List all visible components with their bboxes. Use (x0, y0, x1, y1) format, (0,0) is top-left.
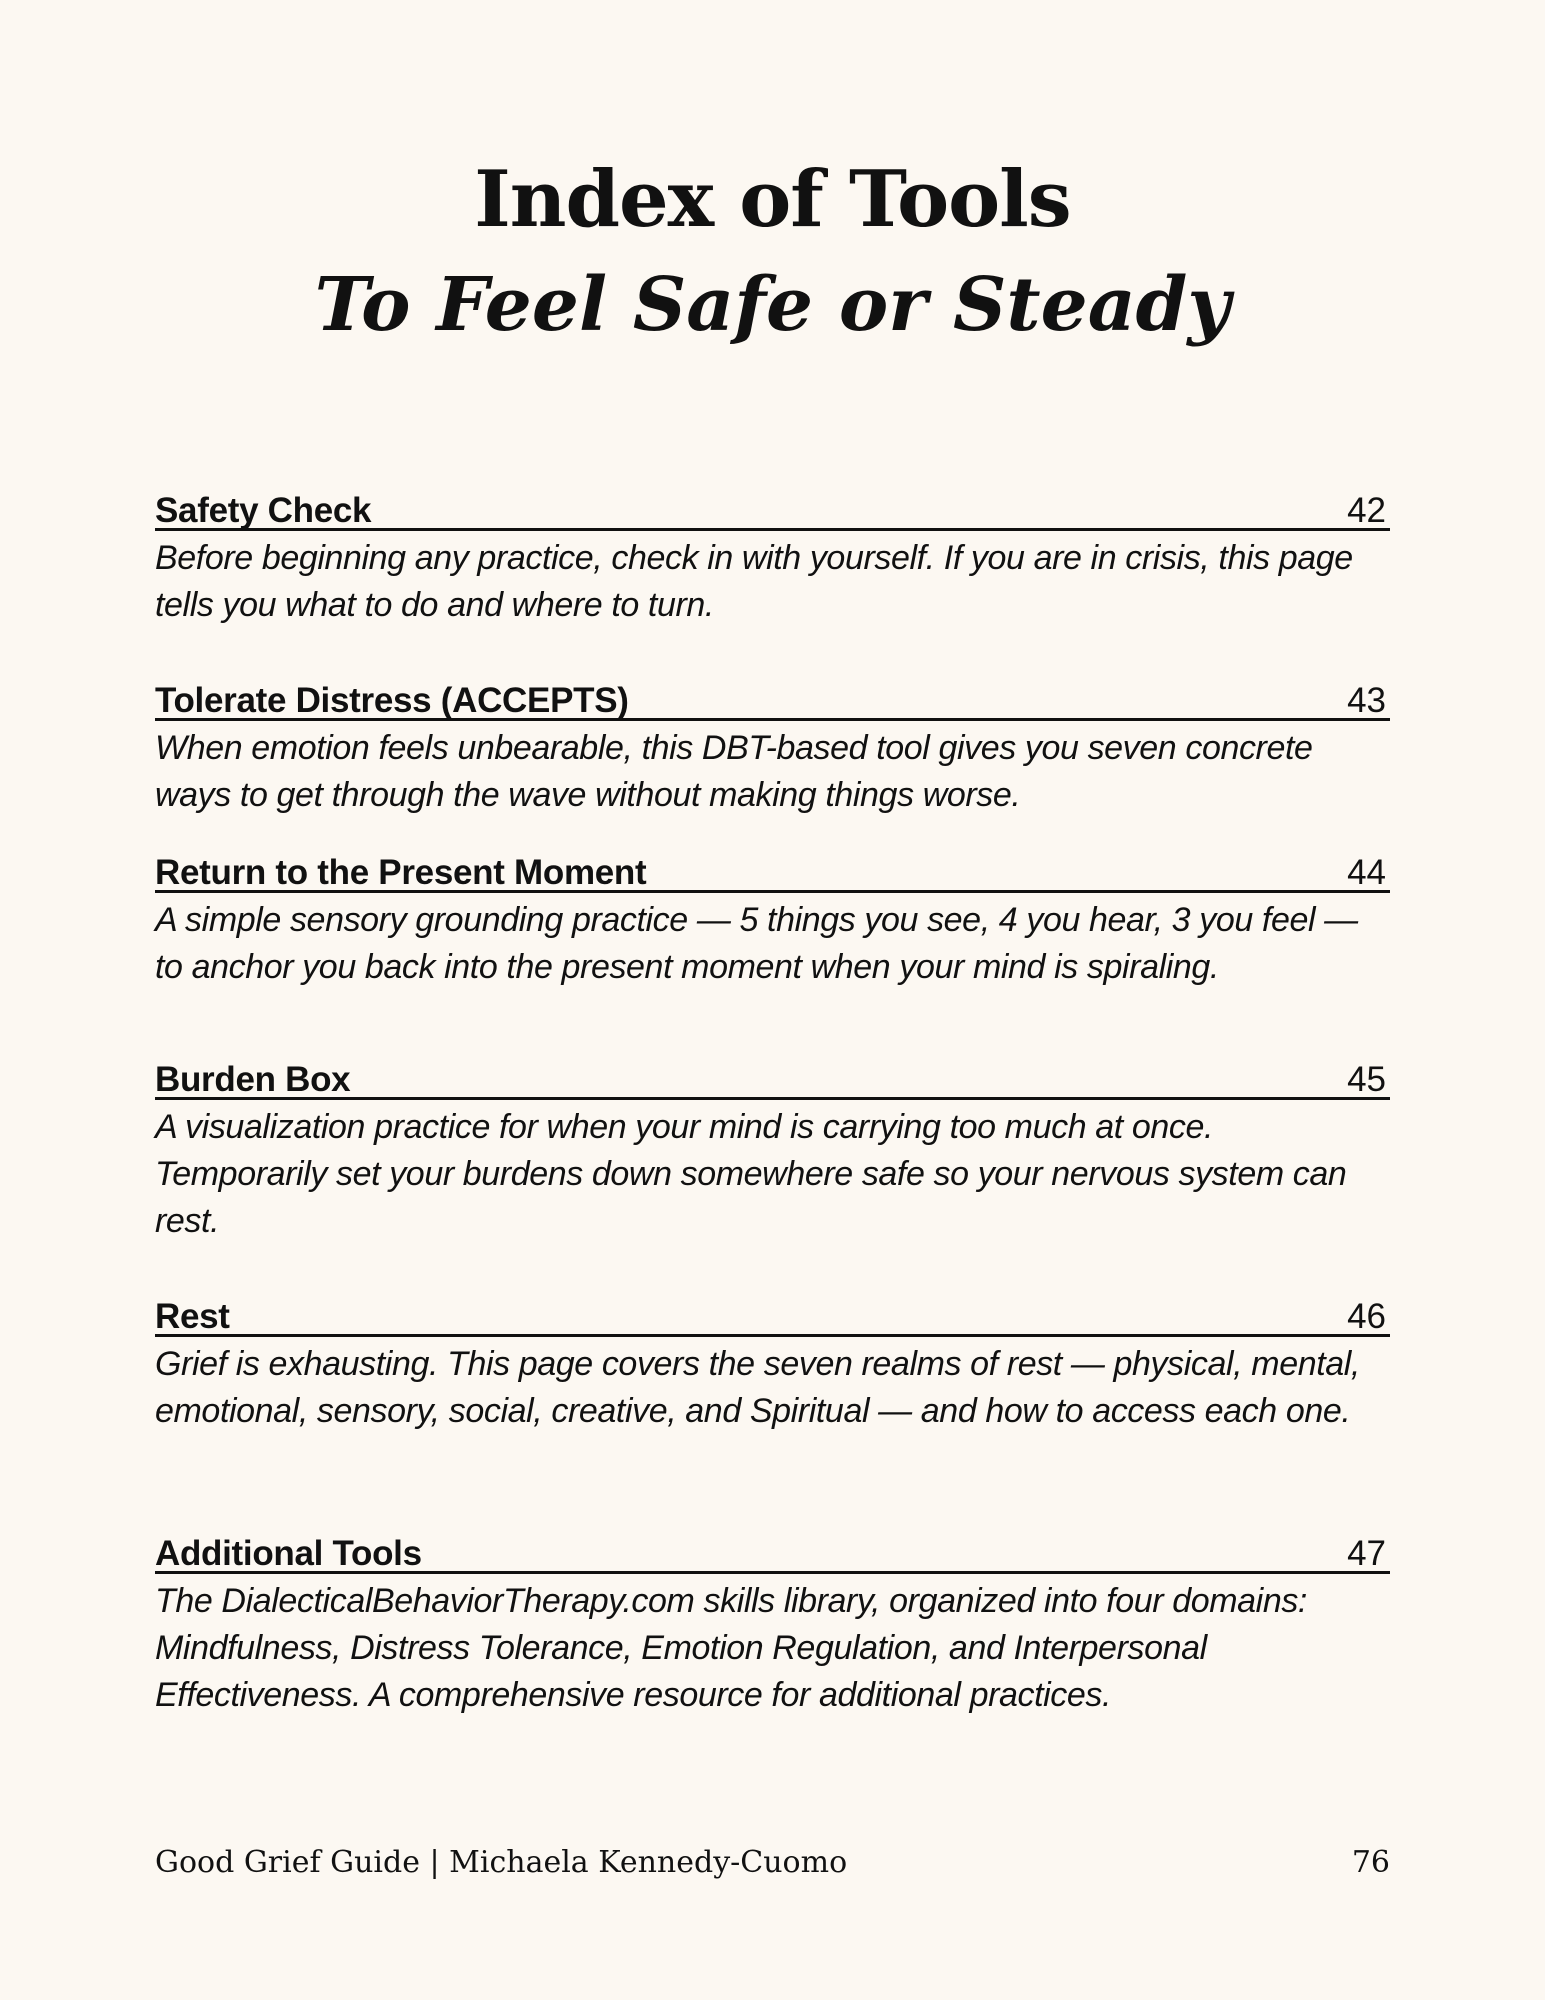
entry-description: Grief is exhausting. This page covers the seven realms of rest — physical, mental, emotional, sensory, social, creative, and Spiritual — and how to access each one. (155, 1345, 1360, 1430)
entry-title: Rest (155, 1297, 230, 1336)
entry-title: Tolerate Distress (ACCEPTS) (155, 681, 629, 720)
page-title: Index of Tools (474, 154, 1071, 245)
index-entry-rest (155, 1288, 1390, 1525)
index-entry-burden-box (155, 1051, 1390, 1288)
entry-description: Before beginning any practice, check in with yourself. If you are in crisis, this page tells you what to do and where to turn. (155, 539, 1353, 624)
entry-page-number: 42 (1347, 491, 1386, 530)
entry-page-number: 44 (1347, 853, 1386, 892)
entry-heading-row (155, 1525, 1390, 1574)
entry-heading-row (155, 482, 1390, 531)
page-subtitle: To Feel Safe or Steady (314, 262, 1231, 348)
entry-heading-row (155, 1288, 1390, 1337)
entry-description: The DialecticalBehaviorTherapy.com skills library, organized into four domains: Mindfulness, Distress Tolerance, Emotion Regulation, and Interpersonal Effectiveness. A comprehensive resource for additional practices. (155, 1582, 1307, 1714)
entry-description: When emotion feels unbearable, this DBT-based tool gives you seven concrete ways to get through the wave without making things worse. (155, 729, 1313, 814)
entry-page-number: 45 (1347, 1060, 1386, 1099)
entry-title: Additional Tools (155, 1534, 422, 1573)
entry-page-number: 43 (1347, 681, 1386, 720)
index-entry-additional-tools (155, 1525, 1390, 1719)
entry-page-number: 47 (1347, 1534, 1386, 1573)
entry-page-number: 46 (1347, 1297, 1386, 1336)
footer-page-number: 76 (1351, 1845, 1390, 1880)
index-entry-present-moment (155, 844, 1390, 1051)
entry-title: Safety Check (155, 491, 372, 530)
entry-description: A simple sensory grounding practice — 5 things you see, 4 you hear, 3 you feel — to anchor you back into the present moment when your mind is spiraling. (155, 901, 1358, 986)
entry-title: Return to the Present Moment (155, 853, 647, 892)
index-entry-safety-check (155, 482, 1390, 672)
footer-attribution: Good Grief Guide | Michaela Kennedy-Cuomo (155, 1845, 848, 1880)
entry-description: A visualization practice for when your mind is carrying too much at once. Temporarily set your burdens down somewhere safe so your nervous system can rest. (155, 1108, 1347, 1240)
entry-heading-row (155, 1051, 1390, 1100)
entry-heading-row (155, 672, 1390, 721)
entry-title: Burden Box (155, 1060, 351, 1099)
entry-heading-row (155, 844, 1390, 893)
index-entry-tolerate-distress (155, 672, 1390, 844)
tool-index-list (155, 482, 1390, 1719)
